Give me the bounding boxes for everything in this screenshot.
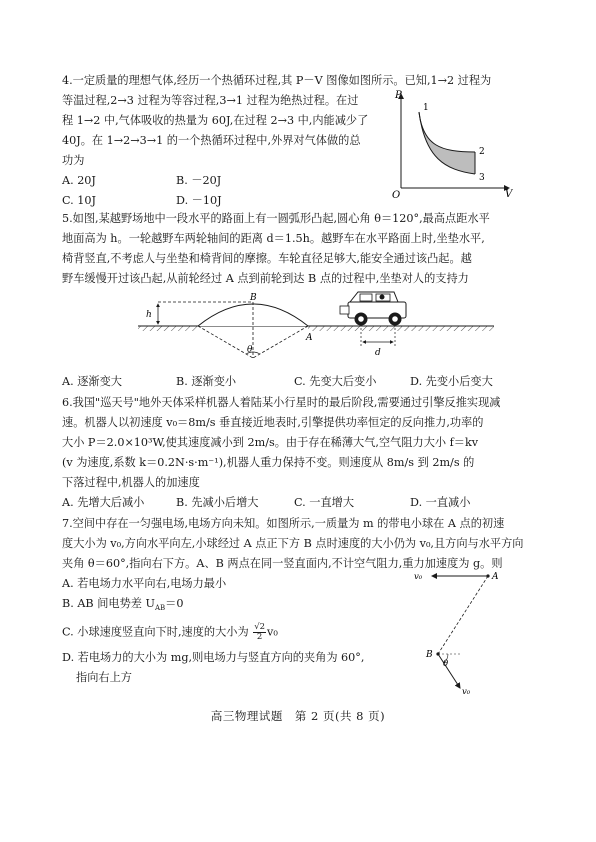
point-2-label: 2 bbox=[479, 147, 485, 157]
q6-option-d: D. 一直减小 bbox=[410, 496, 471, 509]
q4-line-1: 4.一定质量的理想气体,经历一个热循环过程,其 P－V 图像如图所示。已知,1→2 过程为 bbox=[62, 74, 492, 87]
q7-option-c-text: C. 小球速度竖直向下时,速度的大小为 bbox=[62, 625, 249, 639]
q7-option-a: A. 若电场力水平向右,电场力最小 bbox=[62, 577, 227, 590]
q6-line-2: 速。机器人以初速度 v₀＝8m/s 垂直接近地表时,引擎提供功率恒定的反向推力,功率的 bbox=[62, 416, 484, 429]
point-3-label: 3 bbox=[479, 173, 485, 183]
point-1-label: 1 bbox=[423, 103, 429, 113]
point-a-label: A bbox=[306, 333, 313, 343]
fraction-numerator: √2 bbox=[254, 622, 266, 632]
q6-line-5: 下落过程中,机器人的加速度 bbox=[62, 476, 200, 489]
q5-option-c: C. 先变大后变小 bbox=[294, 375, 377, 388]
h-label: h bbox=[146, 310, 152, 320]
q7-option-d: D. 若电场力的大小为 mg,则电场力与竖直方向的夹角为 60°, bbox=[62, 651, 365, 664]
fraction-denominator: 2 bbox=[256, 632, 263, 642]
q5-option-a: A. 逐渐变大 bbox=[62, 375, 122, 388]
theta-label: θ bbox=[247, 345, 253, 355]
q5-option-d: D. 先变小后变大 bbox=[410, 375, 493, 388]
radius-left bbox=[198, 326, 253, 358]
q6-line-4: (v 为速度,系数 k＝0.2N·s·m⁻¹),机器人重力保持不变。则速度从 8m/s 到 2m/s 的 bbox=[62, 456, 475, 469]
point-b-label: B bbox=[426, 650, 433, 660]
q7-option-b-text: B. AB 间电势差 U bbox=[62, 597, 155, 610]
off-road-vehicle bbox=[340, 292, 406, 326]
q4-line-3: 程 1→2 中,气体吸收的热量为 60J,在过程 2→3 中,内能减少了 bbox=[62, 114, 369, 127]
q7-option-b-tail: ＝0 bbox=[165, 597, 184, 610]
q6-line-1: 6.我国"巡天号"地外天体采样机器人着陆某小行星时的最后阶段,需要通过引擎反推实现减 bbox=[62, 396, 501, 409]
v0-bottom-label: v₀ bbox=[462, 687, 471, 696]
q4-option-b: B. －20J bbox=[176, 174, 222, 187]
isotherm-curve bbox=[419, 112, 475, 152]
q6-line-3: 大小 P＝2.0×10³W,使其速度减小到 2m/s。由于存在稀薄大气,空气阻力大小 f＝kv bbox=[62, 436, 479, 449]
q5-line-3: 椅背竖直,不考虑人与坐垫和椅背间的摩擦。车轮直径足够大,能安全通过该凸起。越 bbox=[62, 252, 472, 265]
v0-top-label: v₀ bbox=[414, 572, 423, 582]
v-axis-label: V bbox=[505, 189, 513, 198]
page-footer: 高三物理试题 第 2 页(共 8 页) bbox=[210, 709, 386, 723]
q6-option-a: A. 先增大后减小 bbox=[62, 496, 145, 509]
q5-line-1: 5.如图,某越野场地中一段水平的路面上有一圆弧形凸起,圆心角 θ＝120°,最高点距水平 bbox=[62, 212, 490, 225]
q7-option-b-subscript: AB bbox=[154, 604, 166, 613]
origin-label: O bbox=[392, 190, 401, 198]
q4-option-c: C. 10J bbox=[62, 194, 96, 207]
q6-option-c: C. 一直增大 bbox=[294, 496, 355, 509]
p-axis-label: P bbox=[395, 90, 402, 101]
q5-option-b: B. 逐渐变小 bbox=[176, 375, 237, 388]
q4-line-4: 40J。在 1→2→3→1 的一个热循环过程中,外界对气体做的总 bbox=[62, 134, 361, 147]
ground-hatch-left bbox=[138, 326, 198, 331]
velocity-figure bbox=[400, 566, 510, 696]
q5-line-2: 地面高为 h。一轮越野车两轮轴间的距离 d＝1.5h。越野车在水平路面上时,坐垫水平, bbox=[62, 232, 485, 245]
point-a-label: A bbox=[492, 572, 499, 582]
q5-line-4: 野车缓慢开过该凸起,从前轮经过 A 点到前轮到达 B 点的过程中,坐垫对人的支持力 bbox=[62, 272, 469, 285]
d-label: d bbox=[375, 348, 381, 358]
q7-option-d-cont: 指向右上方 bbox=[76, 671, 132, 684]
ab-dashed-line bbox=[438, 576, 488, 654]
theta-label-q7: θ bbox=[443, 659, 449, 669]
q7-option-c-tail: v₀ bbox=[267, 625, 278, 639]
point-b-label: B bbox=[250, 293, 257, 303]
radius-right bbox=[253, 326, 308, 358]
q4-option-d: D. －10J bbox=[176, 194, 222, 207]
q7-option-c-fraction bbox=[253, 623, 266, 642]
q7-line-3: 夹角 θ＝60°,指向右下方。A、B 两点在同一竖直面内,不计空气阻力,重力加速度为 g。则 bbox=[62, 557, 503, 570]
q7-option-b bbox=[62, 597, 183, 615]
q7-option-c bbox=[62, 623, 278, 642]
v0-arrow-bottom bbox=[438, 654, 460, 688]
q6-option-b: B. 先减小后增大 bbox=[176, 496, 259, 509]
q7-line-1: 7.空间中存在一匀强电场,电场方向未知。如图所示,一质量为 m 的带电小球在 A 点的初速 bbox=[62, 517, 505, 530]
q4-option-a: A. 20J bbox=[62, 174, 96, 187]
pv-diagram bbox=[385, 88, 515, 198]
ground-hatch-right bbox=[308, 326, 494, 331]
q7-line-2: 度大小为 v₀,方向水平向左,小球经过 A 点正下方 B 点时速度的大小仍为 v₀,且方向与水平方向 bbox=[62, 537, 524, 550]
hill-car-figure bbox=[136, 288, 496, 368]
q4-line-2: 等温过程,2→3 过程为等容过程,3→1 过程为绝热过程。在过 bbox=[62, 94, 359, 107]
q4-line-5: 功为 bbox=[62, 154, 85, 167]
